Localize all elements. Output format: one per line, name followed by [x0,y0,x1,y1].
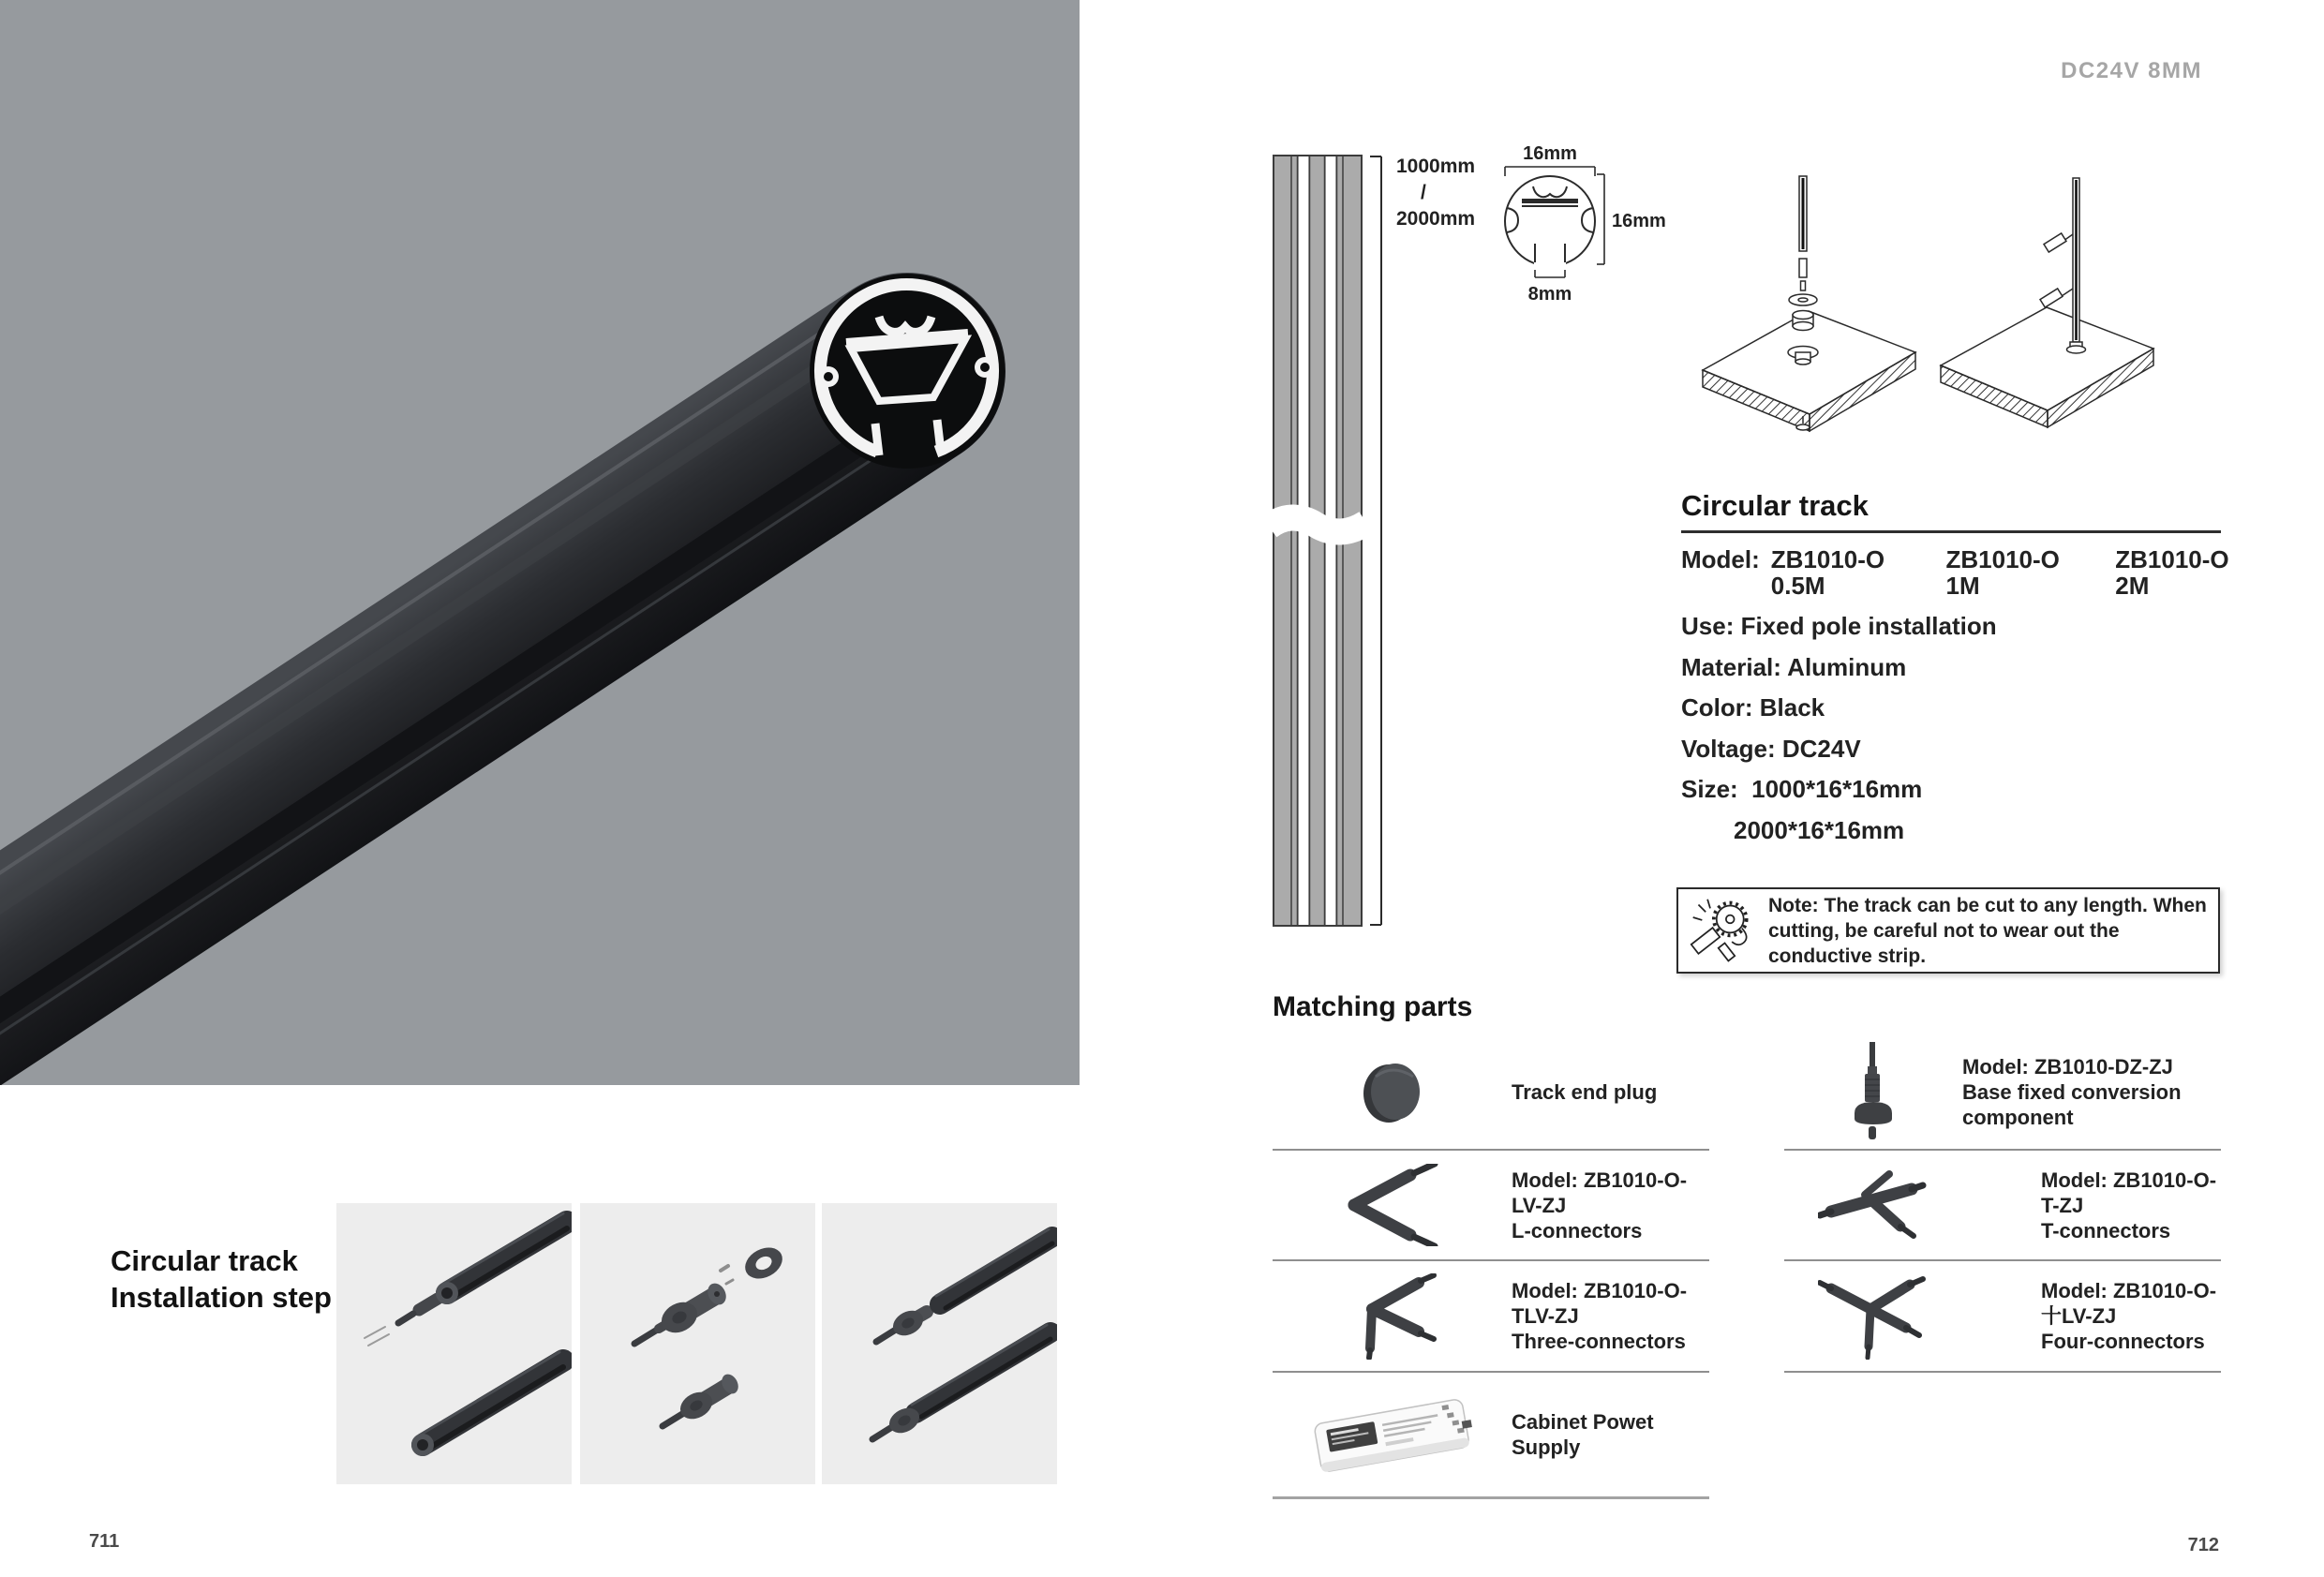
four-connector-image [1784,1273,1962,1360]
part-label: Model: ZB1010-O-TLV-ZJ Three-connectors [1512,1279,1688,1353]
part-row-three-connector [1273,1261,1709,1373]
part-label: Model: ZB1010-O-LV-ZJ L-connectors [1512,1168,1688,1242]
part-row-l-connector [1273,1151,1709,1261]
variant-label: DC24V 8MM [2061,58,2202,83]
model-value-2: ZB1010-O 1M [1945,545,2060,600]
installation-title: Circular track Installation step [111,1244,332,1314]
track-length-drawing [1273,154,1474,936]
title-rule [1681,530,2221,533]
three-connector-image [1273,1273,1512,1360]
matching-parts-right-column [1784,1035,2221,1373]
note-box [1676,887,2220,974]
installation-drawing-assembled [1936,169,2161,450]
installation-step-image-2 [580,1203,815,1484]
part-label: Model: ZB1010-O-T-ZJ T-connectors [2041,1168,2217,1242]
note-text: Note: The track can be cut to any length. When cutting, be careful not to wear out the conductive strip. [1768,894,2207,967]
svg-text:16mm: 16mm [1523,143,1577,164]
part-label: Model: ZB1010-DZ-ZJ Base fixed conversion component [1962,1055,2182,1129]
base-fixed-conversion-image [1784,1040,1962,1145]
model-line [1681,547,2243,599]
svg-text:2000mm: 2000mm [1396,208,1474,230]
spec-line-material: Material: Aluminum [1681,652,1907,681]
part-label: Model: ZB1010-O-十LV-ZJ Four-connectors [2041,1279,2217,1353]
part-row-four-connector [1784,1261,2221,1373]
installation-step-image-1 [336,1203,572,1484]
page-number-left: 711 [89,1531,120,1552]
hero-product-photo [0,0,1080,1085]
svg-text:8mm: 8mm [1527,284,1572,305]
installation-drawing-exploded [1698,169,1923,454]
matching-parts-left-column [1273,1035,1709,1499]
matching-parts-title: Matching parts [1273,991,1473,1022]
spec-line-size-2: 2000*16*16mm [1734,815,1905,844]
t-connector-image [1784,1168,1962,1242]
spec-line-voltage: Voltage: DC24V [1681,734,1861,763]
model-label: Model: [1681,545,1760,573]
part-row-cabinet-power-supply [1273,1373,1709,1499]
circular-saw-cutting-icon [1678,892,1768,969]
spec-block [1681,547,2243,858]
part-row-track-end-plug [1273,1035,1709,1151]
spec-line-size: Size: 1000*16*16mm [1681,775,1923,803]
model-value-1: ZB1010-O 0.5M [1770,545,1885,600]
cabinet-power-supply-image [1273,1392,1512,1477]
part-label: Cabinet Powet Supply [1512,1410,1654,1459]
spec-line-color: Color: Black [1681,693,1825,722]
part-row-base-fixed-conversion [1784,1035,2221,1151]
svg-text:/: / [1421,182,1426,203]
product-title: Circular track [1681,489,1869,522]
part-row-t-connector [1784,1151,2221,1261]
part-label: Track end plug [1512,1080,1658,1104]
installation-step-image-3 [822,1203,1057,1484]
track-bar [1273,156,1366,926]
svg-text:1000mm: 1000mm [1396,156,1474,177]
model-value-3: ZB1010-O 2M [2115,545,2229,600]
svg-text:16mm: 16mm [1612,211,1666,231]
l-connector-image [1273,1164,1512,1246]
track-end-plug-image [1273,1056,1512,1129]
page-number-right: 712 [2187,1535,2219,1555]
circular-track-render-image [0,0,1080,1085]
length-dimension-bracket [1370,156,1381,925]
spec-line-use: Use: Fixed pole installation [1681,612,1997,640]
cross-section-diagram [1488,139,1708,314]
